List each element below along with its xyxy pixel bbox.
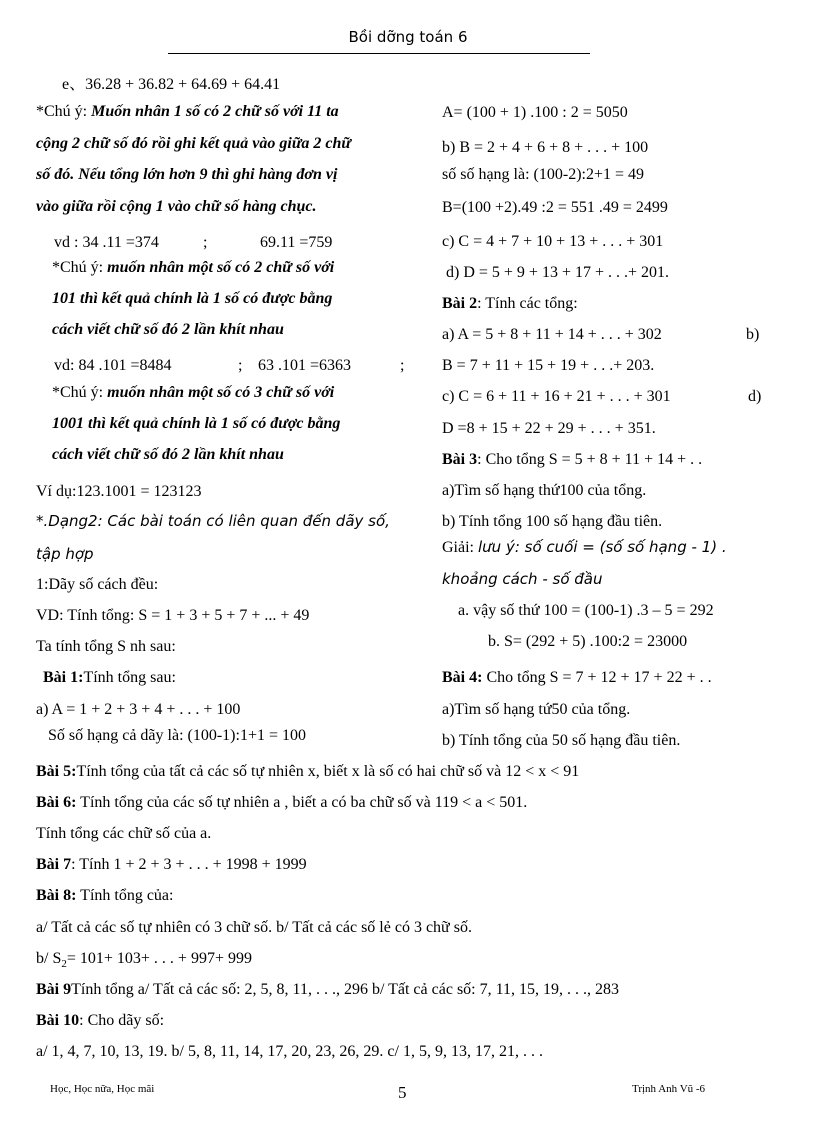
exercise-label: Bài 10 xyxy=(36,1012,80,1029)
giai-line-2: khoảng cách - số đầu xyxy=(442,570,603,588)
note-text: muốn nhân một số có 2 chữ số với xyxy=(107,259,335,276)
note-2-line-1 xyxy=(52,260,334,276)
note-3-line-1 xyxy=(52,385,334,401)
solution-b: b. S= (292 + 5) .100:2 = 23000 xyxy=(488,633,688,650)
exercise-text: Tính tổng của: xyxy=(76,887,174,904)
example-2-sep: ; xyxy=(238,357,243,374)
bai-8-line-2: a/ Tất cả các số tự nhiên có 3 chữ số. b/ Tất cả các số lẻ có 3 chữ số. xyxy=(36,919,472,936)
giai-line-1 xyxy=(442,540,727,556)
exercise-text: Tính tổng của các số tự nhiên a , biết a có ba chữ số và 119 < a < 501. xyxy=(76,794,528,811)
bai-2c: c) C = 6 + 11 + 16 + 21 + . . . + 301 xyxy=(442,388,671,405)
section-dang-2-line-1: *.Dạng2: Các bài toán có liên quan đến dãy số, xyxy=(36,512,390,530)
bai-4-heading xyxy=(442,670,712,686)
example-1-sep: ; xyxy=(203,234,208,251)
note-2-line-3: cách viết chữ số đó 2 lần khít nhau xyxy=(52,321,284,338)
bai-1a-count: Số số hạng cả dãy là: (100-1):1+1 = 100 xyxy=(48,727,306,744)
note-text: muốn nhân một số có 3 chữ số với xyxy=(107,384,335,401)
note-3-line-3: cách viết chữ số đó 2 lần khít nhau xyxy=(52,446,284,463)
giai-label: Giải: xyxy=(442,539,478,556)
ta-tinh: Ta tính tổng S nh sau: xyxy=(36,638,176,655)
exercise-text: Cho tổng S = 7 + 12 + 17 + 22 + . . xyxy=(482,669,712,686)
header-rule xyxy=(168,53,590,54)
exercise-text: : Tính các tổng: xyxy=(477,295,578,312)
note-text: Muốn nhân 1 số có 2 chữ số với 11 ta xyxy=(91,103,339,120)
giai-note: lưu ý: số cuối = (số số hạng - 1) . xyxy=(478,538,727,556)
bai-3a: a)Tìm số hạng thứ100 của tổng. xyxy=(442,482,647,499)
bai-6 xyxy=(36,795,527,811)
example-2-sep-2: ; xyxy=(400,357,405,374)
exercise-text: : Cho dãy số: xyxy=(79,1012,165,1029)
bai-2d: D =8 + 15 + 22 + 29 + . . . + 351. xyxy=(442,420,656,437)
bai-1a: a) A = 1 + 2 + 3 + 4 + . . . + 100 xyxy=(36,701,241,718)
exercise-label: Bài 2 xyxy=(442,295,478,312)
A-result: A= (100 + 1) .100 : 2 = 5050 xyxy=(442,104,628,121)
bai-2a: a) A = 5 + 8 + 11 + 14 + . . . + 302 xyxy=(442,326,662,343)
note-3-line-2: 1001 thì kết quả chính là 1 số có được bằng xyxy=(52,415,341,432)
exercise-label: Bài 1: xyxy=(43,669,84,686)
note-1-line-2: cộng 2 chữ số đó rồi ghi kết quả vào giữa 2 chữ xyxy=(36,135,351,152)
note-2-line-2: 101 thì kết quả chính là 1 số có được bằng xyxy=(52,290,333,307)
exercise-text: : Cho tổng S = 5 + 8 + 11 + 14 + . . xyxy=(477,451,703,468)
b-result: B=(100 +2).49 :2 = 551 .49 = 2499 xyxy=(442,199,668,216)
example-1b: 69.11 =759 xyxy=(260,234,333,251)
exercise-text: : Tính 1 + 2 + 3 + . . . + 1998 + 1999 xyxy=(71,856,307,873)
vd-sum: VD: Tính tổng: S = 1 + 3 + 5 + 7 + ... + 49 xyxy=(36,607,310,624)
exercise-label: Bài 7 xyxy=(36,856,72,873)
section-dang-2-line-2: tập hợp xyxy=(36,545,94,563)
example-3: Ví dụ:123.1001 = 123123 xyxy=(36,483,202,500)
page-number: 5 xyxy=(398,1083,407,1102)
exercise-e: e、36.28 + 36.82 + 64.69 + 64.41 xyxy=(62,76,281,93)
c-C: c) C = 4 + 7 + 10 + 13 + . . . + 301 xyxy=(442,233,664,250)
bai-8 xyxy=(36,888,173,904)
note-prefix: *Chú ý: xyxy=(52,384,108,401)
bai-8-line-3 xyxy=(36,951,252,970)
exercise-label: Bài 5: xyxy=(36,763,77,780)
bai-1-heading xyxy=(43,670,176,686)
bai-7 xyxy=(36,857,307,873)
subsection-1: 1:Dãy số cách đều: xyxy=(36,576,159,593)
exercise-label: Bài 3 xyxy=(442,451,478,468)
footer-right: Trịnh Anh Vũ -6 xyxy=(632,1083,706,1095)
b-B: b) B = 2 + 4 + 6 + 8 + . . . + 100 xyxy=(442,139,649,156)
note-prefix: *Chú ý: xyxy=(52,259,108,276)
bai-10-line-2: a/ 1, 4, 7, 10, 13, 19. b/ 5, 8, 11, 14, 17, 20, 23, 26, 29. c/ 1, 5, 9, 13, 17, 21, . . . xyxy=(36,1043,543,1060)
note-1-line-1 xyxy=(36,104,339,120)
note-1-line-3: số đó. Nếu tổng lớn hơn 9 thì ghi hàng đơn vị xyxy=(36,166,338,183)
d-D: d) D = 5 + 9 + 13 + 17 + . . .+ 201. xyxy=(446,264,670,281)
bai-2b: B = 7 + 11 + 15 + 19 + . . .+ 203. xyxy=(442,357,655,374)
exercise-text: Tính tổng của tất cả các số tự nhiên x, biết x là số có hai chữ số và 12 < x < 91 xyxy=(76,763,580,780)
subscript: 2 xyxy=(61,958,67,971)
note-1-line-4: vào giữa rồi cộng 1 vào chữ số hàng chục. xyxy=(36,198,317,215)
bai-2-heading xyxy=(442,296,578,312)
page-header: Bồi dỡng toán 6 xyxy=(348,28,468,46)
note-prefix: *Chú ý: xyxy=(36,103,92,120)
sum-expression: = 101+ 103+ . . . + 997+ 999 xyxy=(66,950,252,967)
bai-3b: b) Tính tổng 100 số hạng đầu tiên. xyxy=(442,513,663,530)
exercise-label: Bài 4: xyxy=(442,669,483,686)
footer-left: Học, Học nữa, Học mãi xyxy=(50,1083,155,1095)
example-2a: vd: 84 .101 =8484 xyxy=(54,357,172,374)
exercise-text: Tính tổng a/ Tất cả các số: 2, 5, 8, 11, . . ., 296 b/ Tất cả các số: 7, 11, 15, 19, . . ., 283 xyxy=(71,981,620,998)
example-1a: vd : 34 .11 =374 xyxy=(54,234,159,251)
solution-a: a. vậy số thứ 100 = (100-1) .3 – 5 = 292 xyxy=(458,602,714,619)
sum-symbol: b/ S xyxy=(36,950,62,967)
bai-5 xyxy=(36,764,579,780)
exercise-label: Bài 9 xyxy=(36,981,72,998)
bai-4b: b) Tính tổng của 50 số hạng đầu tiên. xyxy=(442,732,681,749)
exercise-label: Bài 6: xyxy=(36,794,77,811)
bai-2c-d: d) xyxy=(748,388,762,405)
bai-2a-b: b) xyxy=(746,326,760,343)
bai-6-line-2: Tính tổng các chữ số của a. xyxy=(36,825,212,842)
bai-4a: a)Tìm số hạng tứ50 của tổng. xyxy=(442,701,631,718)
bai-9 xyxy=(36,982,619,998)
b-count: số số hạng là: (100-2):2+1 = 49 xyxy=(442,166,645,183)
bai-3-heading xyxy=(442,452,702,468)
exercise-label: Bài 8: xyxy=(36,887,77,904)
example-2b: 63 .101 =6363 xyxy=(258,357,352,374)
bai-10 xyxy=(36,1013,164,1029)
exercise-text: Tính tổng sau: xyxy=(83,669,176,686)
